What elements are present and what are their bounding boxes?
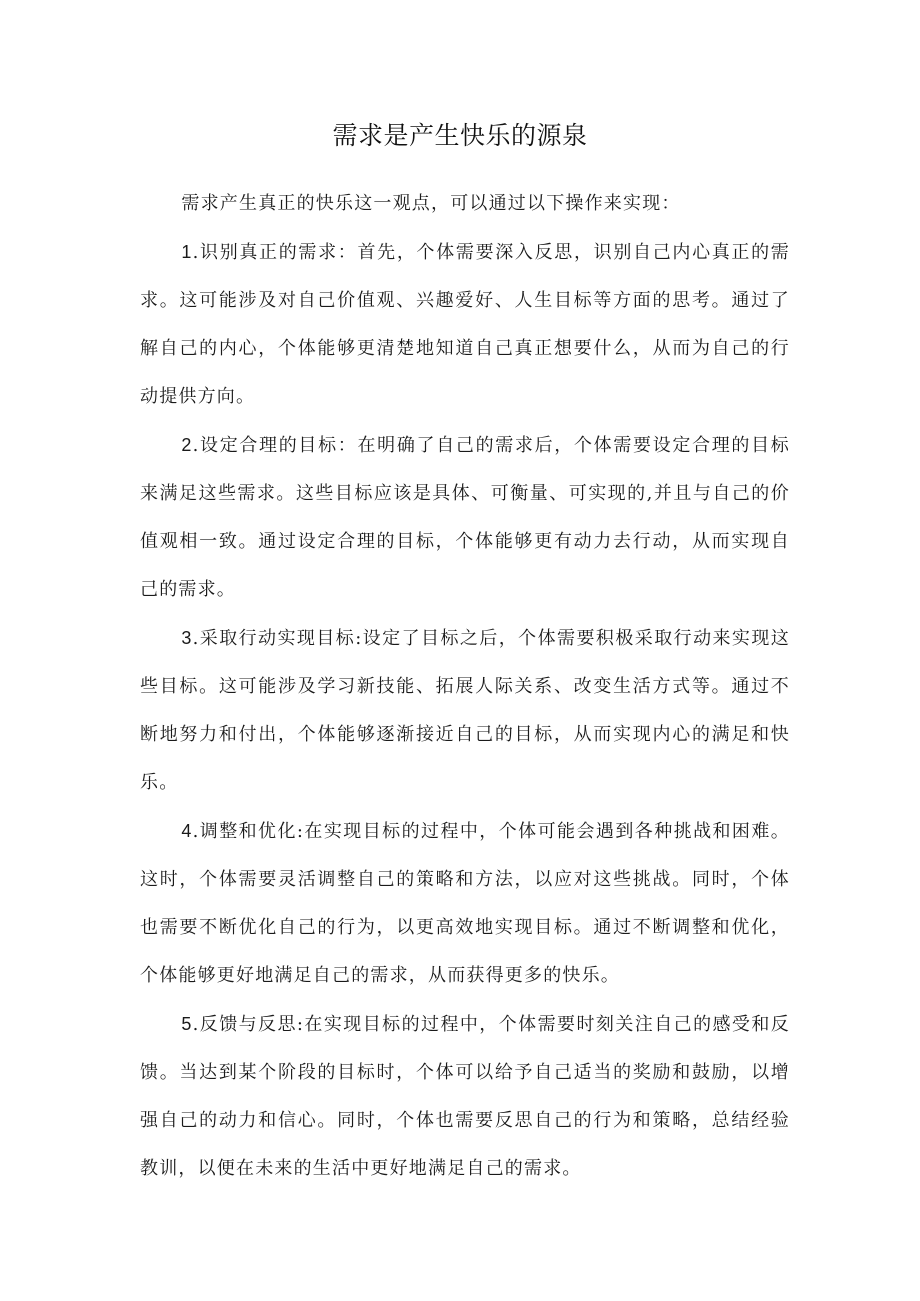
list-item-4 bbox=[140, 807, 790, 1000]
list-item-1 bbox=[140, 228, 790, 421]
document-body bbox=[140, 180, 790, 1193]
list-item-3 bbox=[140, 614, 790, 807]
item-text: .反馈与反思:在实现目标的过程中，个体需要时刻关注自己的感受和反馈。当达到某个阶段的目标时，个体可以给予自己适当的奖励和鼓励，以增强自己的动力和信心。同时，个体也需要反思自己的行为和策略，总结经验教训，以便在未来的生活中更好地满足自己的需求。 bbox=[140, 1014, 790, 1179]
list-item-5 bbox=[140, 1000, 790, 1193]
item-text: .采取行动实现目标:设定了目标之后，个体需要积极采取行动来实现这些目标。这可能涉及学习新技能、拓展人际关系、改变生活方式等。通过不断地努力和付出，个体能够逐渐接近自己的目标，从而实现内心的满足和快乐。 bbox=[140, 628, 790, 793]
item-text: .设定合理的目标：在明确了自己的需求后，个体需要设定合理的目标来满足这些需求。这些目标应该是具体、可衡量、可实现的,并且与自己的价值观相一致。通过设定合理的目标，个体能够更有动力去行动，从而实现自己的需求。 bbox=[140, 435, 790, 600]
item-number: 1 bbox=[181, 242, 193, 262]
item-number: 4 bbox=[181, 821, 193, 841]
item-number: 5 bbox=[181, 1014, 193, 1034]
item-number: 3 bbox=[181, 628, 193, 648]
intro-paragraph: 需求产生真正的快乐这一观点，可以通过以下操作来实现： bbox=[181, 193, 681, 214]
item-text: .识别真正的需求：首先，个体需要深入反思，识别自己内心真正的需求。这可能涉及对自己价值观、兴趣爱好、人生目标等方面的思考。通过了解自己的内心，个体能够更清楚地知道自己真正想要什么，从而为自己的行动提供方向。 bbox=[140, 242, 790, 407]
item-number: 2 bbox=[181, 435, 193, 455]
item-text: .调整和优化:在实现目标的过程中，个体可能会遇到各种挑战和困难。这时，个体需要灵活调整自己的策略和方法，以应对这些挑战。同时，个体也需要不断优化自己的行为，以更高效地实现目标。通过不断调整和优化，个体能够更好地满足自己的需求，从而获得更多的快乐。 bbox=[140, 821, 790, 986]
list-item-2 bbox=[140, 421, 790, 614]
document-title: 需求是产生快乐的源泉 bbox=[332, 121, 588, 150]
